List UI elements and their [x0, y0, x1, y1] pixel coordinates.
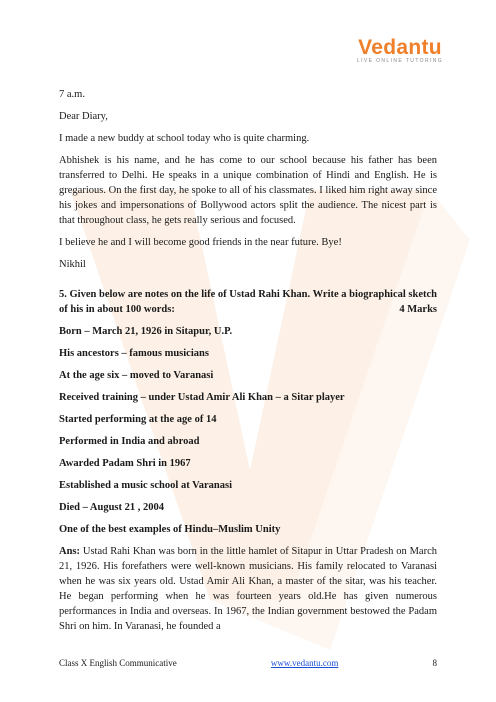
note-item: Born – March 21, 1926 in Sitapur, U.P.	[59, 326, 233, 337]
logo-wordmark: Vedantu	[358, 36, 442, 59]
answer-text: Ustad Rahi Khan was born in the little hamlet of Sitapur in Uttar Pradesh on March 21, 1926. His forefathers were well-known musicians. His family relocated to Varanasi when he was six years old. Ustad Amir Ali Khan, a master of the sitar, was his teacher. He began performing when he was fourteen years old.He has given numerous performances in India and overseas. In 1967, the Indian government bestowed the Padam Shri on him. In Varanasi, he founded a	[59, 546, 438, 632]
diary-signature: Nikhil	[59, 259, 86, 270]
answer-label: Ans:	[59, 546, 81, 557]
question-text: 5. Given below are notes on the life of Ustad Rahi Khan. Write a biographical sketch of his in about 100 words:	[59, 289, 437, 315]
note-item: One of the best examples of Hindu–Muslim Unity	[59, 524, 281, 535]
page-footer	[59, 658, 437, 668]
diary-paragraph-1: I made a new buddy at school today who is quite charming.	[59, 133, 310, 144]
note-item: Died – August 21 , 2004	[59, 502, 165, 513]
answer-paragraph	[59, 544, 437, 634]
note-item: Awarded Padam Shri in 1967	[59, 458, 191, 469]
vedantu-logo	[350, 36, 450, 64]
diary-salutation: Dear Diary,	[59, 111, 108, 122]
note-item: His ancestors – famous musicians	[59, 348, 209, 359]
footer-website-link[interactable]: www.vedantu.com	[270, 658, 339, 668]
note-item: At the age six – moved to Varanasi	[59, 370, 214, 381]
diary-time: 7 a.m.	[59, 89, 85, 100]
question-heading	[59, 287, 437, 317]
diary-paragraph-3: I believe he and I will become good friends in the near future. Bye!	[59, 237, 342, 248]
note-item: Received training – under Ustad Amir Ali Khan – a Sitar player	[59, 392, 345, 403]
note-item: Established a music school at Varanasi	[59, 480, 232, 491]
logo-tagline: LIVE ONLINE TUTORING	[356, 58, 444, 64]
page-content	[59, 87, 437, 641]
question-marks: 4 Marks	[399, 304, 437, 315]
footer-course: Class X English Communicative	[59, 658, 177, 668]
note-item: Started performing at the age of 14	[59, 414, 217, 425]
footer-page-number: 8	[432, 658, 437, 668]
note-item: Performed in India and abroad	[59, 436, 200, 447]
diary-paragraph-2: Abhishek is his name, and he has come to our school because his father has been transferred to Delhi. He speaks in a unique combination of Hindi and English. He is gregarious. On the first day, he spoke to all of his classmates. I liked him right away since his jokes and impersonations of Bollywood actors split the audience. The nicest part is that throughout class, he gets really serious and focused.	[59, 155, 437, 226]
